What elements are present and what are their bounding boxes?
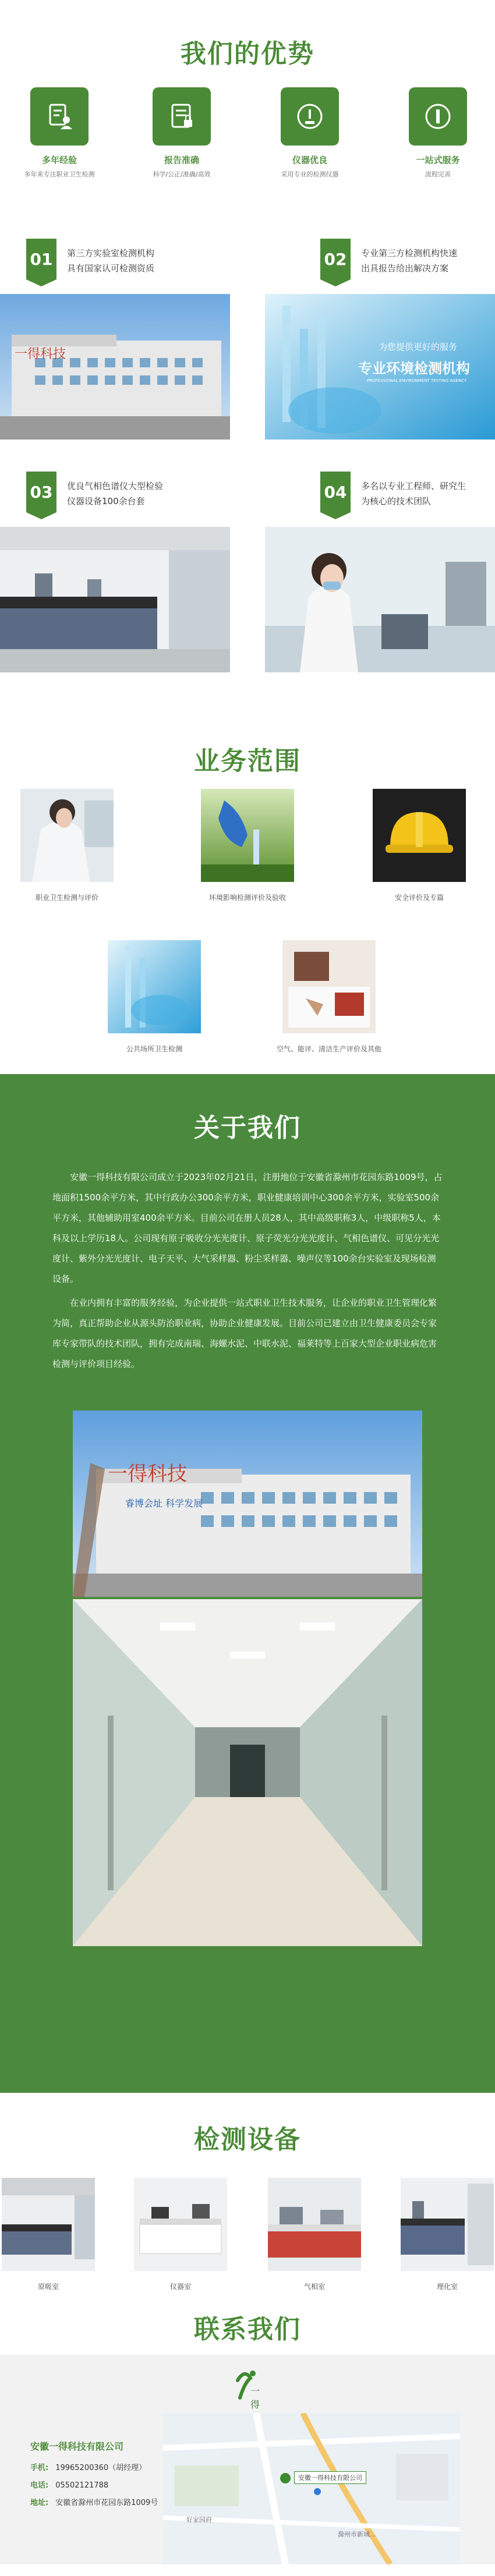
scientist-photo: [265, 527, 495, 672]
equipment-item-aas[interactable]: [2, 2178, 95, 2291]
address-value: 安徽省滁州市花园东路1009号: [55, 2499, 158, 2507]
photo-overlay-line3: PROFESSIONAL ENVIRONMENT TESTING AGENCY: [367, 378, 467, 383]
point-number: 01: [26, 239, 56, 279]
feature-instruments: [263, 87, 356, 179]
feature-title: 一站式服务: [416, 155, 460, 165]
business-item-occupational-health[interactable]: [9, 789, 125, 902]
feature-subtitle: 流程完善: [425, 171, 451, 178]
lab-glassware-photo: [265, 294, 495, 440]
photo-overlay-line2: 专业环境检测机构: [358, 360, 470, 377]
point-text: 多名以专业工程师、研究生 为核心的技术团队: [361, 481, 466, 506]
building-sign: 一得科技: [15, 347, 66, 362]
company-logo: [227, 2363, 268, 2410]
business-caption: 空气、能评、清洁生产评价及其他: [276, 1045, 381, 1053]
business-title: 业务范围: [194, 746, 301, 776]
business-item-air-energy[interactable]: [271, 940, 387, 1054]
clipboard-person-icon: [30, 87, 89, 146]
contact-address: [30, 2496, 158, 2507]
equipment-image: [401, 2178, 494, 2271]
company-building-photo: [73, 1411, 422, 1597]
business-image: [201, 789, 294, 882]
equipment-caption: 气相室: [303, 2283, 325, 2291]
advantage-point-04: [320, 472, 495, 518]
about-text: [52, 1167, 443, 1378]
location-map[interactable]: [163, 2413, 460, 2564]
phone-label: 手机:: [30, 2464, 49, 2472]
point-number: 03: [26, 472, 56, 512]
feature-subtitle: 多年来专注职业卫生检测: [24, 171, 95, 178]
about-paragraph: 安徽一得科技有限公司成立于2023年02月21日，注册地位于安徽省滁州市花园东路1009号，占地面积1500余平方米，其中行政办公300余平方米，职业健康培训中心300余平方米，实验室500余平方米，其他辅助用室400余平方米。目前公司在册人员28人，其中高级职称3人，中级职称5人，本科及以上学历18人。公司现有原子吸收分光光度计、原子荧光分光光度计、气相色谱仪、可见分光光度计、紫外分光光度计、电子天平、大气采样器、粉尘采样器、噪声仪等100余台实验室及现场检测设备。: [52, 1172, 443, 1284]
map-label: 好家园府: [186, 2516, 212, 2524]
office-corridor-photo: [73, 1599, 422, 1946]
advantages-section: [0, 0, 495, 725]
business-caption: 公共场所卫生检测: [126, 1045, 182, 1053]
advantage-point-01: [26, 239, 236, 285]
contact-panel: [0, 2355, 495, 2564]
point-number: 02: [320, 239, 351, 279]
feature-one-stop: [391, 87, 485, 179]
contact-phone: [30, 2461, 146, 2472]
equipment-section: [0, 2093, 495, 2308]
feature-title: 多年经验: [41, 155, 77, 165]
photo-overlay-line1: 为您提供更好的服务: [379, 342, 458, 352]
about-title: 关于我们: [194, 1113, 301, 1143]
feature-title: 报告准确: [164, 155, 199, 165]
point-text: 优良气相色谱仪大型检验 仪器设备100余台套: [67, 481, 164, 506]
tel-label: 电话:: [30, 2481, 49, 2490]
equipment-item-gc-room[interactable]: [268, 2178, 361, 2291]
one-stop-icon: [409, 87, 467, 146]
equipment-image: [268, 2178, 361, 2271]
feature-subtitle: 科学/公正/准确/高效: [153, 171, 211, 178]
business-image: [373, 789, 466, 882]
about-building-sign: 一得科技: [108, 1462, 187, 1486]
business-item-safety[interactable]: [361, 789, 478, 902]
equipment-image: [2, 2178, 95, 2271]
business-item-public-places[interactable]: [96, 940, 213, 1054]
advantages-title: 我们的优势: [181, 39, 314, 69]
feature-report: [135, 87, 228, 179]
equipment-caption: 理化室: [436, 2283, 458, 2291]
equipment-caption: 原吸室: [37, 2283, 59, 2291]
advantage-point-03: [26, 472, 236, 518]
about-building-subsign: 睿博会址 科学发展: [125, 1498, 203, 1509]
business-image: [282, 940, 376, 1033]
logo-text: 一得: [250, 2386, 260, 2410]
feature-experience: [13, 87, 106, 179]
point-text: 第三方实验室检测机构 具有国家认可检测资质: [67, 248, 155, 274]
contact-company-name: 安徽一得科技有限公司: [30, 2441, 124, 2452]
address-label: 地址:: [30, 2499, 49, 2507]
map-label: 滁州市新城...: [338, 2531, 376, 2538]
about-paragraph: 在业内拥有丰富的服务经验，为企业提供一站式职业卫生技术服务，让企业的职业卫生管理化繁为简，真正帮助企业从源头防治职业病，协助企业健康发展。目前公司已建立由卫生健康委员会专家库专家带队的技术团队，拥有完成南瑞、海螺水泥、中联水泥、福莱特等上百家大型企业职业病危害检测与评价项目经验。: [52, 1298, 437, 1369]
report-icon: [153, 87, 211, 146]
business-image: [20, 789, 114, 882]
point-text: 专业第三方检测机构快速 出具报告给出解决方案: [361, 248, 458, 274]
contact-title: 联系我们: [194, 2315, 301, 2344]
phone-value[interactable]: 19965200360（胡经理）: [55, 2464, 147, 2472]
business-section: [0, 725, 495, 1074]
map-marker-label: 安徽一得科技有限公司: [294, 2471, 366, 2484]
contact-tel: [30, 2479, 108, 2490]
about-section: [0, 1074, 495, 2093]
gauge-icon: [281, 87, 339, 146]
business-item-environment[interactable]: [189, 789, 306, 902]
laboratory-photo: [0, 527, 230, 672]
business-caption: 职业卫生检测与评价: [35, 894, 98, 902]
point-number: 04: [320, 472, 351, 512]
equipment-title: 检测设备: [194, 2125, 301, 2155]
business-caption: 安全评价及专篇: [394, 894, 444, 902]
business-image: [108, 940, 201, 1033]
feature-title: 仪器优良: [292, 155, 327, 165]
equipment-item-physchem-room[interactable]: [401, 2178, 494, 2291]
business-caption: 环境影响检测评价及验收: [208, 894, 286, 902]
advantage-point-02: [320, 239, 495, 285]
tel-value[interactable]: 05502121788: [55, 2481, 109, 2490]
equipment-image: [134, 2178, 227, 2271]
equipment-item-instrument-room[interactable]: [134, 2178, 227, 2291]
feature-subtitle: 采用专业的检测仪器: [281, 171, 339, 178]
contact-section: [0, 2308, 495, 2576]
building-photo: [0, 294, 230, 440]
equipment-caption: 仪器室: [169, 2283, 191, 2291]
